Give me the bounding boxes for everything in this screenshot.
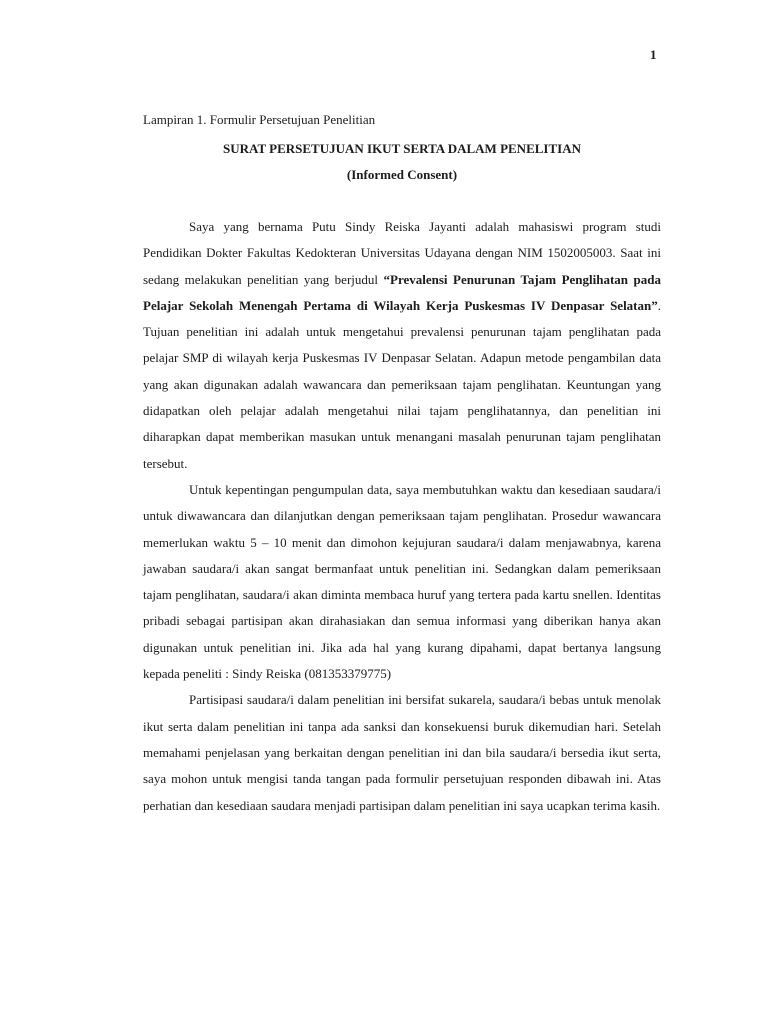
document-subtitle: (Informed Consent) (346, 167, 458, 182)
research-title: “Prevalensi Penurunan Tajam Penglihatan pada Pelajar Sekolah Menengah Pertama di Wilayah Kerja Puskesmas IV Denpasar Selatan” (143, 271, 662, 313)
page-number: 1 (650, 47, 657, 62)
paragraph-intro-rest: . Tujuan penelitian ini adalah untuk mengetahui prevalensi penurunan tajam penglihatan pada pelajar SMP di wilayah kerja Puskesmas IV Denpasar Selatan. Adapun metode pengambilan data yang akan digunakan adalah wawancara dan pemeriksaan tajam penglihatan. Keuntungan yang didapatkan oleh pelajar adalah mengetahui nilai tajam penglihatannya, dan penelitian ini diharapkan dapat memberikan masukan untuk menangani masalah penurunan tajam penglihatan tersebut. (143, 297, 661, 471)
paragraph-researcher-intro (143, 214, 661, 477)
document-body (143, 110, 661, 819)
appendix-label: Lampiran 1. Formulir Persetujuan Penelitian (143, 112, 376, 127)
paragraph-participation: Partisipasi saudara/i dalam penelitian ini bersifat sukarela, saudara/i bebas untuk menolak ikut serta dalam penelitian ini tanpa ada sanksi dan konsekuensi buruk dikemudian hari. Setelah memahami penjelasan yang berkaitan dengan penelitian ini dan bila saudara/i bersedia ikut serta, saya mohon untuk mengisi tanda tangan pada formulir persetujuan responden dibawah ini. Atas perhatian dan kesediaan saudara menjadi partisipan dalam penelitian ini saya ucapkan terima kasih. (143, 692, 661, 813)
paragraph-intro-text: Saya yang bernama Putu Sindy Reiska Jayanti adalah mahasiswi program studi Pendidikan Dokter Fakultas Kedokteran Universitas Udayana dengan NIM 1502005003. Saat ini sedang melakukan penelitian yang berjudul (143, 219, 661, 287)
document-title: SURAT PERSETUJUAN IKUT SERTA DALAM PENELITIAN (223, 141, 581, 156)
paragraph-procedure: Untuk kepentingan pengumpulan data, saya membutuhkan waktu dan kesediaan saudara/i untuk diwawancara dan dilanjutkan dengan pemeriksaan tajam penglihatan. Prosedur wawancara memerlukan waktu 5 – 10 menit dan dimohon kejujuran saudara/i dalam menjawabnya, karena jawaban saudara/i akan sangat bermanfaat untuk penelitian ini. Sedangkan dalam pemeriksaan tajam penglihatan, saudara/i akan diminta membaca huruf yang tertera pada kartu snellen. Identitas pribadi sebagai partisipan akan dirahasiakan dan semua informasi yang diberikan hanya akan digunakan untuk penelitian ini. Jika ada hal yang kurang dipahami, dapat bertanya langsung kepada peneliti : Sindy Reiska (081353379775) (143, 481, 661, 682)
